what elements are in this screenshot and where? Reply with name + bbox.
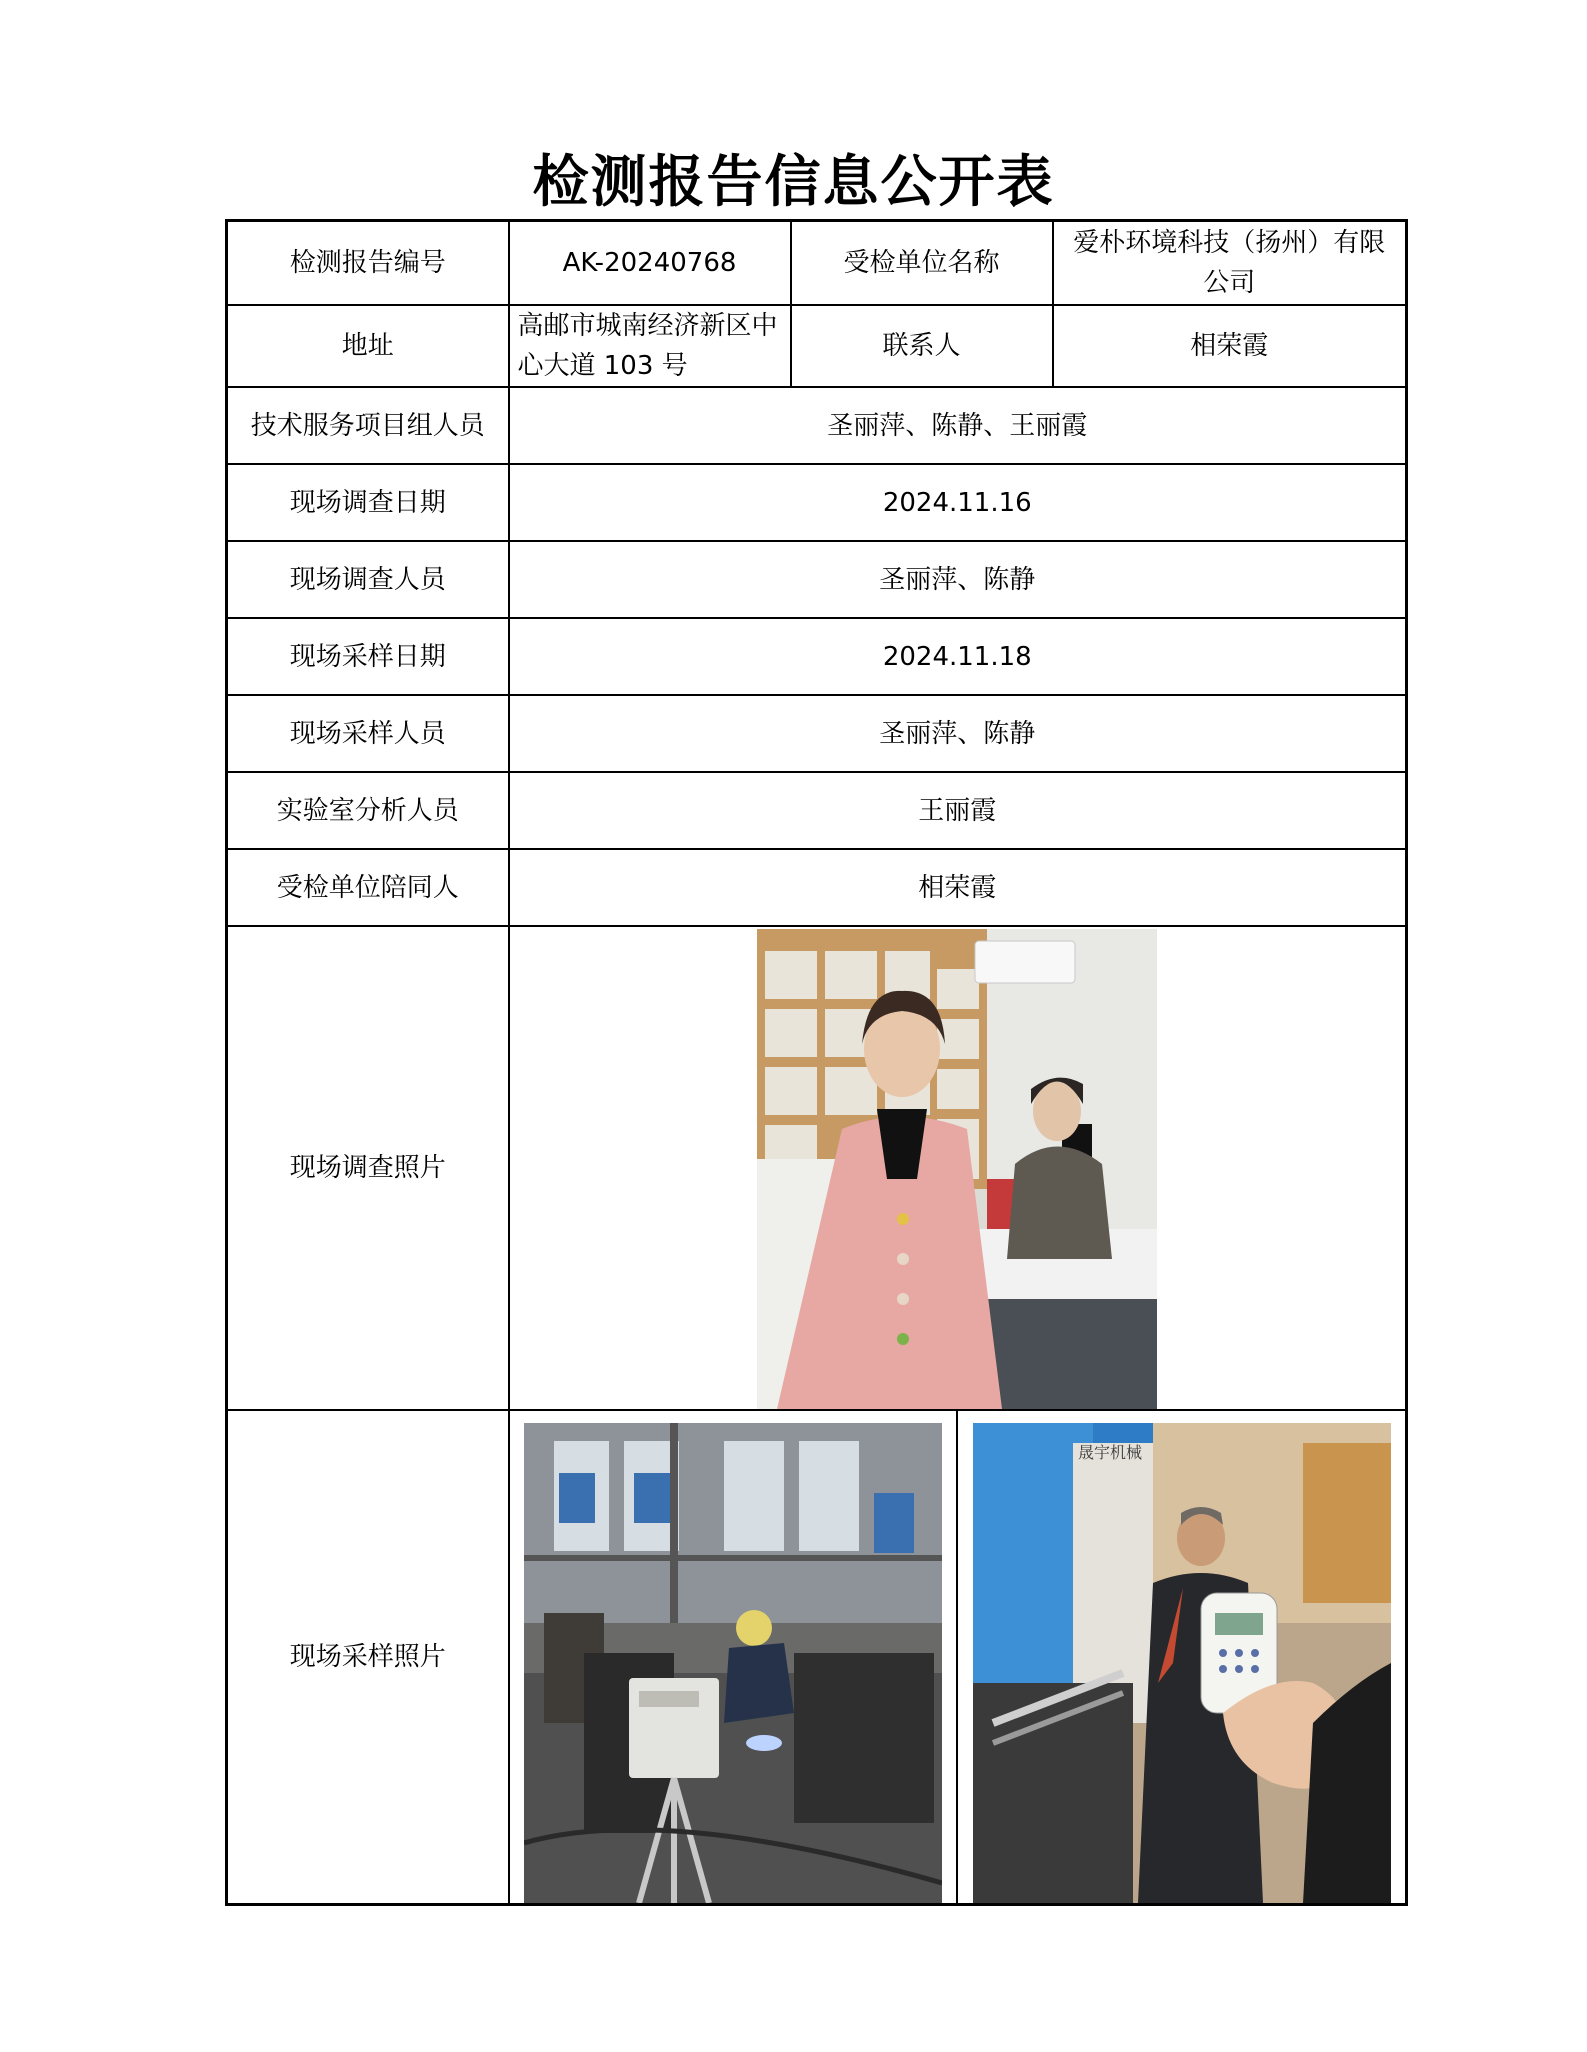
table-row xyxy=(227,926,1407,1410)
sampling-staff-value: 圣丽萍、陈静 xyxy=(509,695,1407,772)
table-row xyxy=(227,695,1407,772)
contact-value: 相荣霞 xyxy=(1053,305,1407,387)
sampling-date-label: 现场采样日期 xyxy=(227,618,509,695)
sampling-photo-label: 现场采样照片 xyxy=(227,1410,509,1905)
sampling-photo-right xyxy=(973,1423,1391,1903)
unit-name-label: 受检单位名称 xyxy=(791,221,1053,306)
survey-date-value: 2024.11.16 xyxy=(509,464,1407,541)
machine-sign-text: 晟宇机械 xyxy=(1077,1445,1142,1462)
table-row xyxy=(227,387,1407,464)
sampling-staff-label: 现场采样人员 xyxy=(227,695,509,772)
sampling-photo-left-image xyxy=(524,1423,942,1903)
lab-staff-value: 王丽霞 xyxy=(509,772,1407,849)
survey-staff-label: 现场调查人员 xyxy=(227,541,509,618)
address-value: 高邮市城南经济新区中心大道 103 号 xyxy=(509,305,791,387)
table-row xyxy=(227,305,1407,387)
project-team-label: 技术服务项目组人员 xyxy=(227,387,509,464)
escort-label: 受检单位陪同人 xyxy=(227,849,509,926)
table-row xyxy=(227,541,1407,618)
table-row xyxy=(227,618,1407,695)
page-title: 检测报告信息公开表 xyxy=(532,149,1055,215)
address-label: 地址 xyxy=(227,305,509,387)
survey-date-label: 现场调查日期 xyxy=(227,464,509,541)
table-row xyxy=(227,464,1407,541)
lab-staff-label: 实验室分析人员 xyxy=(227,772,509,849)
escort-value: 相荣霞 xyxy=(509,849,1407,926)
survey-photo-image xyxy=(757,929,1157,1409)
table-row xyxy=(227,849,1407,926)
table-row xyxy=(227,1410,1407,1905)
contact-label: 联系人 xyxy=(791,305,1053,387)
survey-staff-value: 圣丽萍、陈静 xyxy=(509,541,1407,618)
table-row xyxy=(227,772,1407,849)
survey-photo xyxy=(757,929,1157,1409)
unit-name-value: 爱朴环境科技（扬州）有限公司 xyxy=(1053,221,1407,306)
sampling-date-value: 2024.11.18 xyxy=(509,618,1407,695)
report-info-table xyxy=(225,219,1408,1906)
project-team-value: 圣丽萍、陈静、王丽霞 xyxy=(509,387,1407,464)
survey-photo-label: 现场调查照片 xyxy=(227,926,509,1410)
table-row xyxy=(227,221,1407,306)
report-no-value: AK-20240768 xyxy=(509,221,791,306)
sampling-photo-left xyxy=(524,1423,942,1903)
sampling-photo-right-image xyxy=(973,1423,1391,1903)
report-no-label: 检测报告编号 xyxy=(227,221,509,306)
